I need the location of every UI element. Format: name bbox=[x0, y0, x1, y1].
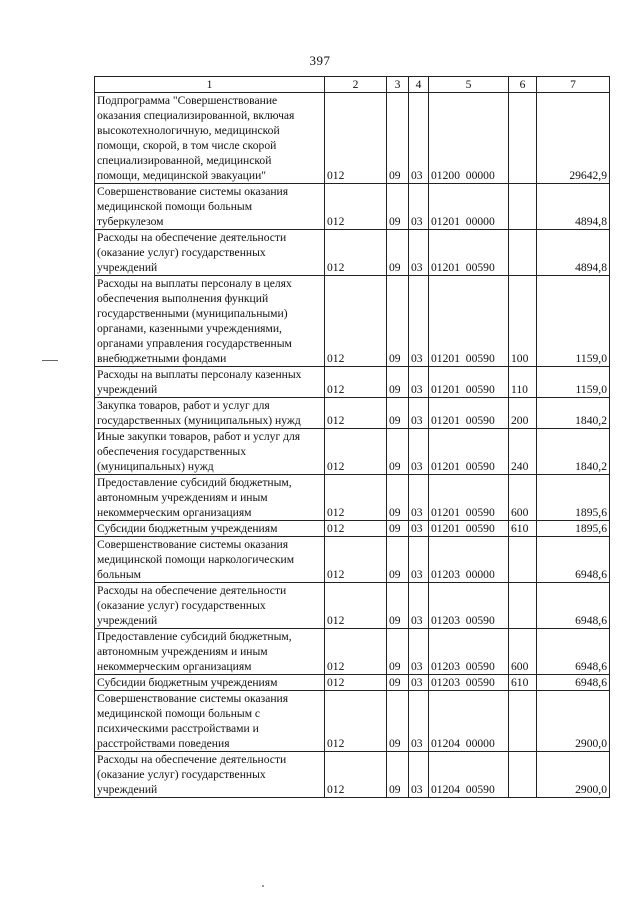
subsection-code: 03 bbox=[409, 583, 429, 629]
ministry-code: 012 bbox=[325, 752, 387, 798]
section-code: 09 bbox=[387, 230, 409, 276]
subsection-code: 03 bbox=[409, 230, 429, 276]
subsection-code: 03 bbox=[409, 429, 429, 475]
target-article-code: 01203 00590 bbox=[429, 675, 509, 691]
column-header: 3 bbox=[387, 77, 409, 93]
subsection-code: 03 bbox=[409, 367, 429, 398]
subsection-code: 03 bbox=[409, 629, 429, 675]
subsection-code: 03 bbox=[409, 752, 429, 798]
target-article-code: 01203 00000 bbox=[429, 537, 509, 583]
expense-name: Закупка товаров, работ и услуг для государственных (муниципальных) нужд bbox=[95, 398, 325, 429]
table-row bbox=[95, 521, 610, 537]
amount: 1895,6 bbox=[537, 521, 610, 537]
amount: 6948,6 bbox=[537, 537, 610, 583]
expense-name: Расходы на обеспечение деятельности (оказание услуг) государственных учреждений bbox=[95, 752, 325, 798]
subsection-code: 03 bbox=[409, 521, 429, 537]
column-header: 7 bbox=[537, 77, 610, 93]
section-code: 09 bbox=[387, 429, 409, 475]
expense-type-code: 610 bbox=[509, 521, 537, 537]
table-row bbox=[95, 230, 610, 276]
column-header: 1 bbox=[95, 77, 325, 93]
ministry-code: 012 bbox=[325, 367, 387, 398]
ministry-code: 012 bbox=[325, 583, 387, 629]
table-row bbox=[95, 583, 610, 629]
target-article-code: 01200 00000 bbox=[429, 93, 509, 184]
table-row bbox=[95, 475, 610, 521]
subsection-code: 03 bbox=[409, 537, 429, 583]
expense-name: Предоставление субсидий бюджетным, автономным учреждениям и иным некоммерческим организациям bbox=[95, 629, 325, 675]
expense-name: Расходы на обеспечение деятельности (оказание услуг) государственных учреждений bbox=[95, 230, 325, 276]
target-article-code: 01201 00590 bbox=[429, 429, 509, 475]
section-code: 09 bbox=[387, 93, 409, 184]
amount: 1840,2 bbox=[537, 398, 610, 429]
section-code: 09 bbox=[387, 184, 409, 230]
expense-type-code: 610 bbox=[509, 675, 537, 691]
section-code: 09 bbox=[387, 691, 409, 752]
amount: 1159,0 bbox=[537, 367, 610, 398]
expense-type-code bbox=[509, 93, 537, 184]
table-row bbox=[95, 276, 610, 367]
column-header: 6 bbox=[509, 77, 537, 93]
expense-type-code: 600 bbox=[509, 475, 537, 521]
section-code: 09 bbox=[387, 752, 409, 798]
section-code: 09 bbox=[387, 521, 409, 537]
expense-name: Расходы на выплаты персоналу казенных учреждений bbox=[95, 367, 325, 398]
section-code: 09 bbox=[387, 398, 409, 429]
amount: 2900,0 bbox=[537, 691, 610, 752]
section-code: 09 bbox=[387, 537, 409, 583]
expense-type-code: 100 bbox=[509, 276, 537, 367]
expense-name: Совершенствование системы оказания медицинской помощи больным с психическими расстройствами и расстройствами поведения bbox=[95, 691, 325, 752]
target-article-code: 01201 00590 bbox=[429, 230, 509, 276]
table-row bbox=[95, 675, 610, 691]
amount: 4894,8 bbox=[537, 184, 610, 230]
expense-type-code bbox=[509, 691, 537, 752]
subsection-code: 03 bbox=[409, 675, 429, 691]
amount: 6948,6 bbox=[537, 583, 610, 629]
target-article-code: 01201 00590 bbox=[429, 398, 509, 429]
expense-type-code bbox=[509, 583, 537, 629]
expense-type-code bbox=[509, 230, 537, 276]
column-header: 2 bbox=[325, 77, 387, 93]
target-article-code: 01201 00590 bbox=[429, 521, 509, 537]
ministry-code: 012 bbox=[325, 475, 387, 521]
amount: 29642,9 bbox=[537, 93, 610, 184]
table-row bbox=[95, 367, 610, 398]
expense-type-code bbox=[509, 537, 537, 583]
subsection-code: 03 bbox=[409, 398, 429, 429]
expense-name: Субсидии бюджетным учреждениям bbox=[95, 675, 325, 691]
expense-name: Расходы на обеспечение деятельности (оказание услуг) государственных учреждений bbox=[95, 583, 325, 629]
amount: 6948,6 bbox=[537, 675, 610, 691]
section-code: 09 bbox=[387, 629, 409, 675]
column-header-row bbox=[95, 77, 610, 93]
target-article-code: 01203 00590 bbox=[429, 583, 509, 629]
section-code: 09 bbox=[387, 475, 409, 521]
section-code: 09 bbox=[387, 583, 409, 629]
subsection-code: 03 bbox=[409, 475, 429, 521]
expense-type-code: 600 bbox=[509, 629, 537, 675]
ministry-code: 012 bbox=[325, 521, 387, 537]
section-code: 09 bbox=[387, 276, 409, 367]
target-article-code: 01204 00000 bbox=[429, 691, 509, 752]
ministry-code: 012 bbox=[325, 629, 387, 675]
column-header: 4 bbox=[409, 77, 429, 93]
target-article-code: 01201 00590 bbox=[429, 475, 509, 521]
expense-type-code: 110 bbox=[509, 367, 537, 398]
table-row bbox=[95, 93, 610, 184]
ministry-code: 012 bbox=[325, 537, 387, 583]
margin-mark bbox=[42, 360, 58, 361]
expense-type-code: 240 bbox=[509, 429, 537, 475]
subsection-code: 03 bbox=[409, 276, 429, 367]
table-row bbox=[95, 398, 610, 429]
amount: 2900,0 bbox=[537, 752, 610, 798]
table-row bbox=[95, 752, 610, 798]
expense-name: Иные закупки товаров, работ и услуг для обеспечения государственных (муниципальных) нужд bbox=[95, 429, 325, 475]
subsection-code: 03 bbox=[409, 691, 429, 752]
table-row bbox=[95, 184, 610, 230]
ministry-code: 012 bbox=[325, 691, 387, 752]
table-row bbox=[95, 429, 610, 475]
table-row bbox=[95, 691, 610, 752]
scan-speck bbox=[262, 885, 264, 887]
expense-name: Расходы на выплаты персоналу в целях обеспечения выполнения функций государственными (муниципальными) органами, казенными учреждениями, органами управления государственным внебюджетными фондами bbox=[95, 276, 325, 367]
target-article-code: 01201 00590 bbox=[429, 367, 509, 398]
subsection-code: 03 bbox=[409, 93, 429, 184]
expense-type-code bbox=[509, 752, 537, 798]
expense-name: Совершенствование системы оказания медицинской помощи наркологическим больным bbox=[95, 537, 325, 583]
expense-name: Предоставление субсидий бюджетным, автономным учреждениям и иным некоммерческим организациям bbox=[95, 475, 325, 521]
target-article-code: 01204 00590 bbox=[429, 752, 509, 798]
expense-name: Подпрограмма "Совершенствование оказания специализированной, включая высокотехнологичную, медицинской помощи, скорой, в том числе скорой специализированной, медицинской помощи, медицинской эвакуации" bbox=[95, 93, 325, 184]
section-code: 09 bbox=[387, 675, 409, 691]
amount: 1840,2 bbox=[537, 429, 610, 475]
column-header: 5 bbox=[429, 77, 509, 93]
ministry-code: 012 bbox=[325, 398, 387, 429]
subsection-code: 03 bbox=[409, 184, 429, 230]
target-article-code: 01203 00590 bbox=[429, 629, 509, 675]
ministry-code: 012 bbox=[325, 93, 387, 184]
expense-name: Субсидии бюджетным учреждениям bbox=[95, 521, 325, 537]
ministry-code: 012 bbox=[325, 276, 387, 367]
target-article-code: 01201 00000 bbox=[429, 184, 509, 230]
section-code: 09 bbox=[387, 367, 409, 398]
table-row bbox=[95, 629, 610, 675]
amount: 6948,6 bbox=[537, 629, 610, 675]
ministry-code: 012 bbox=[325, 184, 387, 230]
expense-type-code bbox=[509, 184, 537, 230]
expense-name: Совершенствование системы оказания медицинской помощи больным туберкулезом bbox=[95, 184, 325, 230]
expense-type-code: 200 bbox=[509, 398, 537, 429]
amount: 1895,6 bbox=[537, 475, 610, 521]
page-number: 397 bbox=[309, 53, 331, 68]
target-article-code: 01201 00590 bbox=[429, 276, 509, 367]
budget-table bbox=[94, 76, 610, 798]
ministry-code: 012 bbox=[325, 230, 387, 276]
ministry-code: 012 bbox=[325, 429, 387, 475]
ministry-code: 012 bbox=[325, 675, 387, 691]
amount: 4894,8 bbox=[537, 230, 610, 276]
amount: 1159,0 bbox=[537, 276, 610, 367]
table-row bbox=[95, 537, 610, 583]
